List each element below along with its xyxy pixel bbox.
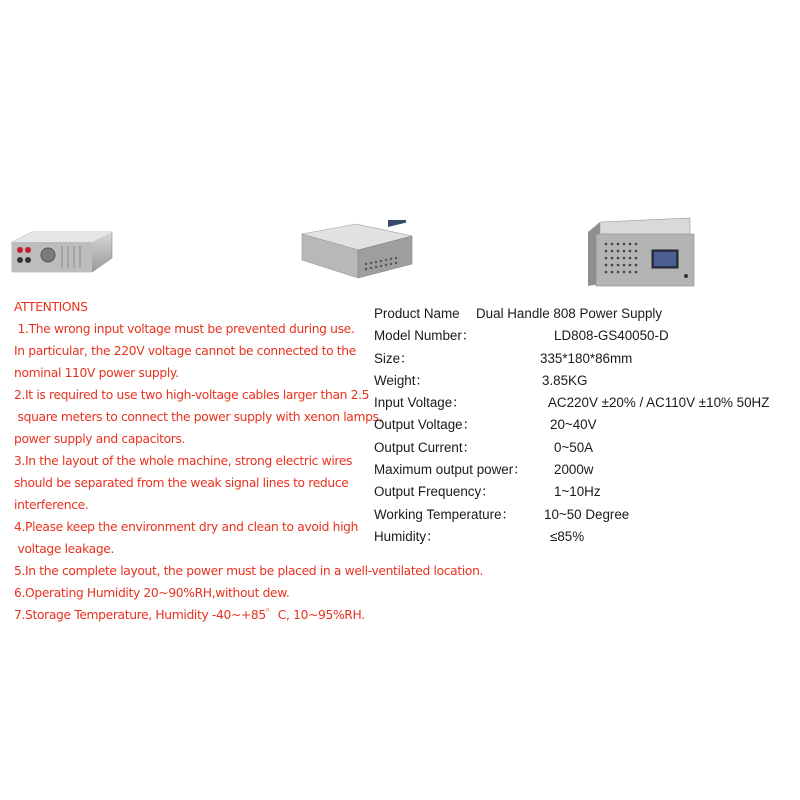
spec-value: 335*180*86mm — [540, 350, 633, 366]
spec-label: Model Number： — [374, 328, 476, 344]
spec-value: AC220V ±20% / AC110V ±10% 50HZ — [548, 395, 770, 411]
spec-value: 1~10Hz — [554, 484, 601, 500]
attention-line: square meters to connect the power supply with xenon lamps, — [14, 410, 383, 424]
attention-line: voltage leakage. — [14, 542, 115, 556]
spec-label: Working Temperature： — [374, 506, 515, 522]
attention-line: 2.It is required to use two high-voltage cables larger than 2.5 — [14, 388, 370, 402]
spec-label: Size： — [374, 350, 414, 366]
spec-value: 2000w — [554, 462, 594, 478]
attention-line: nominal 110V power supply. — [14, 366, 179, 380]
attentions-title: ATTENTIONS — [14, 300, 88, 314]
spec-label: Input Voltage： — [374, 395, 466, 411]
attention-line: power supply and capacitors. — [14, 432, 186, 446]
spec-label: Output Frequency： — [374, 484, 495, 500]
spec-label: Output Voltage： — [374, 417, 476, 433]
attention-line: should be separated from the weak signal lines to reduce — [14, 476, 349, 490]
spec-value: 20~40V — [550, 417, 597, 433]
spec-value: 10~50 Degree — [544, 506, 630, 522]
spec-label: Output Current： — [374, 439, 476, 455]
attention-line: 4.Please keep the environment dry and clean to avoid high — [14, 520, 359, 534]
spec-value: ≤85% — [550, 528, 585, 544]
attention-line: interference. — [14, 498, 89, 512]
power-supply-image-3 — [582, 214, 700, 290]
attention-line: In particular, the 220V voltage cannot be connected to the — [14, 344, 356, 358]
attention-line: 3.In the layout of the whole machine, strong electric wires — [14, 454, 353, 468]
spec-value: LD808-GS40050-D — [554, 328, 669, 344]
power-supply-image-2 — [296, 220, 416, 280]
spec-label: Weight： — [374, 372, 429, 388]
attention-line: 1.The wrong input voltage must be prevented during use. — [14, 322, 355, 336]
power-supply-image-1 — [8, 228, 114, 276]
attention-line: 7.Storage Temperature, Humidity -40~+85゜C, 10~95%RH. — [14, 608, 365, 622]
spec-value: Dual Handle 808 Power Supply — [476, 306, 663, 321]
spec-label: Humidity： — [374, 528, 440, 544]
spec-value: 3.85KG — [542, 372, 588, 388]
spec-label: Product Name — [374, 306, 460, 321]
spec-value: 0~50A — [554, 439, 594, 455]
spec-label: Maximum output power： — [374, 462, 527, 478]
attention-line: 6.Operating Humidity 20~90%RH,without dew. — [14, 586, 290, 600]
attention-line: 5.In the complete layout, the power must be placed in a well-ventilated location. — [14, 564, 484, 578]
